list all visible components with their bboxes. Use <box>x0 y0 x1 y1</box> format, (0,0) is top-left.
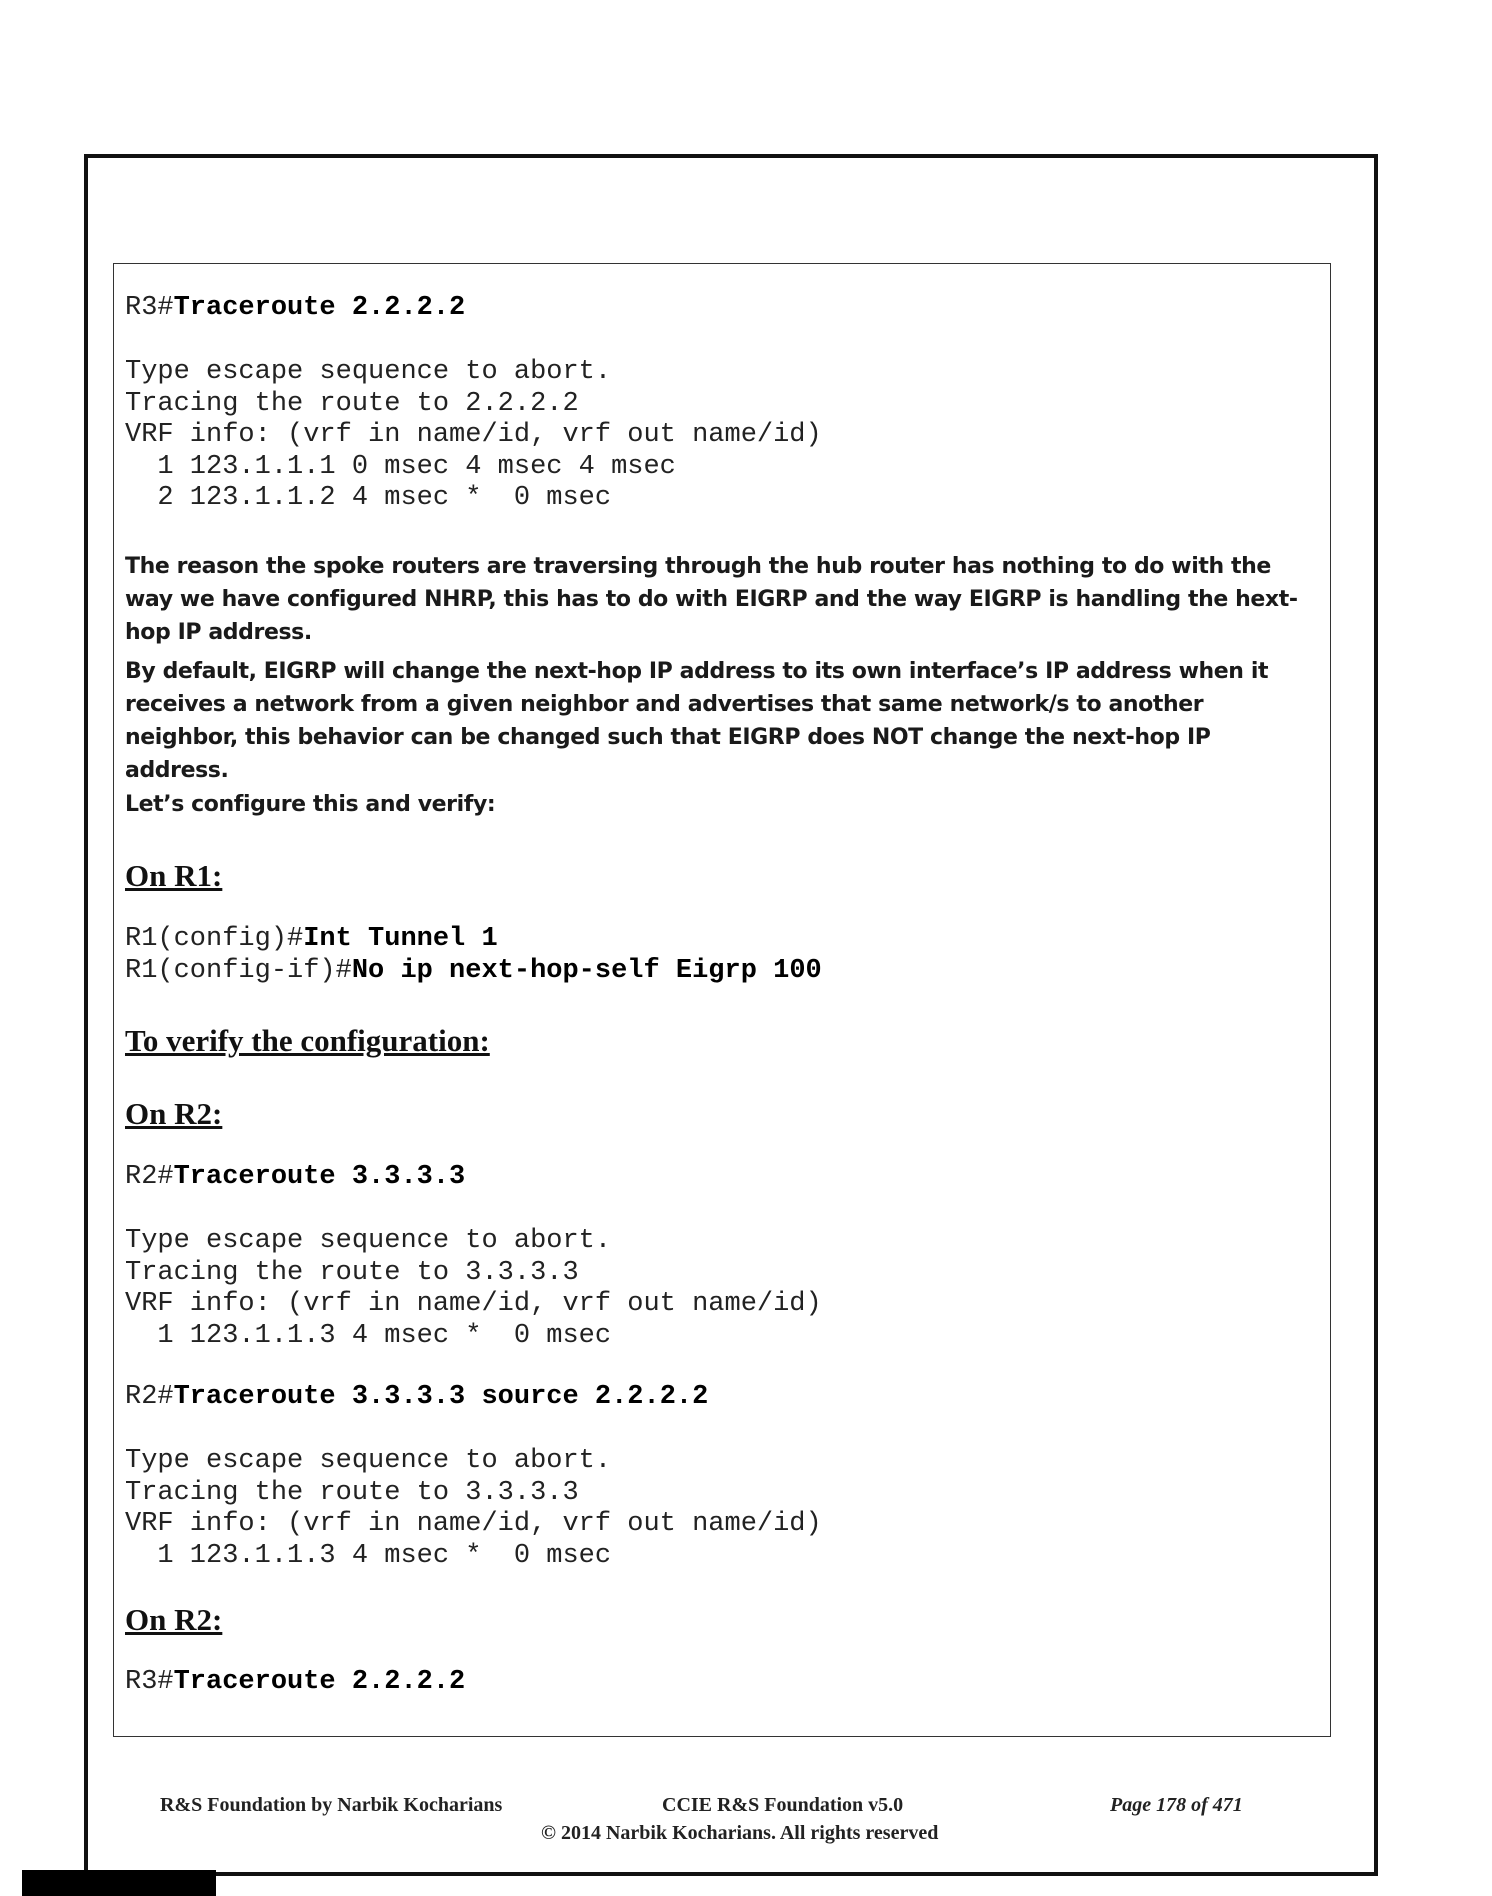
config-line: R1(config-if)#No ip next-hop-self Eigrp 100 <box>125 955 822 986</box>
output-line: VRF info: (vrf in name/id, vrf out name/id) <box>125 1289 822 1319</box>
output-line: 2 123.1.1.2 4 msec * 0 msec <box>125 483 612 513</box>
heading-on-r1: On R1: <box>125 858 223 893</box>
cli-command-r2-traceroute: R2#Traceroute 3.3.3.3 <box>125 1162 466 1192</box>
output-line: Tracing the route to 3.3.3.3 <box>125 1257 579 1288</box>
output-line: 1 123.1.1.3 4 msec * 0 msec <box>125 1540 612 1571</box>
config-line: R1(config)#Int Tunnel 1 <box>125 924 498 954</box>
cli-command-r3-traceroute: R3#Traceroute 2.2.2.2 <box>125 293 466 323</box>
output-line: VRF info: (vrf in name/id, vrf out name/id) <box>125 1509 822 1539</box>
output-line: Type escape sequence to abort. <box>125 1226 612 1256</box>
footer-center: CCIE R&S Foundation v5.0 <box>662 1794 904 1816</box>
output-line: Tracing the route to 2.2.2.2 <box>125 388 579 419</box>
output-line: 1 123.1.1.3 4 msec * 0 msec <box>125 1320 612 1351</box>
cli-output-r2-traceroute-source <box>125 1446 822 1572</box>
heading-on-r2-second: On R2: <box>125 1602 223 1637</box>
output-line: Tracing the route to 3.3.3.3 <box>125 1477 579 1508</box>
footer-page-number: Page 178 of 471 <box>1110 1794 1243 1816</box>
cli-output-r2-traceroute <box>125 1226 822 1352</box>
output-line: Type escape sequence to abort. <box>125 357 612 387</box>
paragraph-default-behavior: By default, EIGRP will change the next-hop IP address to its own interface’s IP address when it receives a network from a given neighbor and advertises that same network/s to another neighbor, this behavior can be changed such that EIGRP does NOT change the next-hop IP address. <box>125 659 1269 783</box>
cli-command-r2-traceroute-source: R2#Traceroute 3.3.3.3 source 2.2.2.2 <box>125 1382 709 1412</box>
paragraph-lets-configure: Let’s configure this and verify: <box>125 792 496 817</box>
config-commands <box>125 924 822 987</box>
paragraph-reason: The reason the spoke routers are traversing through the hub router has nothing to do with the way we have configured NHRP, this has to do with EIGRP and the way EIGRP is handling the hext-hop IP address. <box>125 554 1298 645</box>
scan-artifact-bar <box>22 1870 216 1896</box>
output-line: 1 123.1.1.1 0 msec 4 msec 4 msec <box>125 451 676 482</box>
heading-verify: To verify the configuration: <box>125 1023 490 1058</box>
cli-command-r3-traceroute-final: R3#Traceroute 2.2.2.2 <box>125 1667 466 1697</box>
footer-left: R&S Foundation by Narbik Kocharians <box>160 1794 503 1816</box>
cli-output-r3-traceroute <box>125 357 822 515</box>
output-line: VRF info: (vrf in name/id, vrf out name/id) <box>125 420 822 450</box>
output-line: Type escape sequence to abort. <box>125 1446 612 1476</box>
footer-copyright: © 2014 Narbik Kocharians. All rights reserved <box>541 1822 939 1844</box>
heading-on-r2: On R2: <box>125 1096 223 1131</box>
